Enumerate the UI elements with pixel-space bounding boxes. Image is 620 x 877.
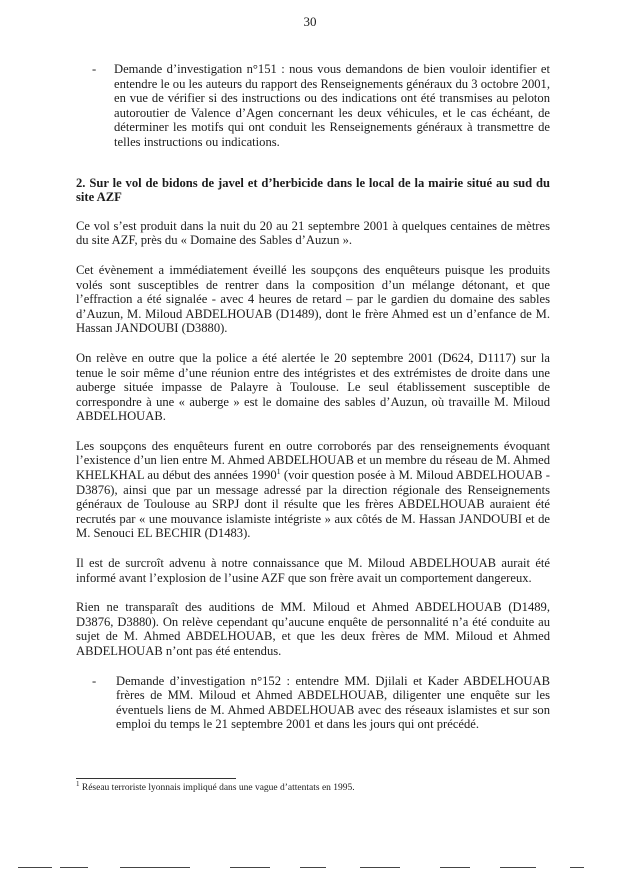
footnote-text: Réseau terroriste lyonnais impliqué dans une vague d’attentats en 1995.	[79, 783, 355, 793]
paragraph-4-part-1: Les soupçons des enquêteurs furent en outre corroborés par des renseignements évoquant l’existence d’un lien entre M. Ahmed ABDELHOUAB et un membre du réseau de M. Ahmed KHELKHAL au début des années 1990	[76, 438, 550, 483]
bullet-dash: -	[92, 673, 97, 688]
investigation-request-152	[76, 674, 550, 732]
paragraph-5: Il est de surcroît advenu à notre connaissance que M. Miloud ABDELHOUAB aurait été informé avant l’explosion de l’usine AZF que son frère avait un comportement dangereux.	[76, 556, 550, 585]
investigation-request-152-text: Demande d’investigation n°152 : entendre MM. Djilali et Kader ABDELHOUAB frères de MM. Miloud et Ahmed ABDELHOUAB, diligenter une enquête sur les éventuels liens de M. Ahmed ABDELHOUAB avec des réseaux islamistes et sur son emploi du temps le 21 septembre 2001 et dans les jours qui ont précédé.	[116, 673, 550, 732]
investigation-request-151-text: Demande d’investigation n°151 : nous vous demandons de bien vouloir identifier et entendre le ou les auteurs du rapport des Renseignements généraux du 3 octobre 2001, en vue de vérifier si des instructions ou des indications ont été transmises au peloton autoroutier de Valence d’Agen concernant les deux véhicules, et le cas échéant, de déterminer les motifs qui ont conduit les Renseignements généraux à transmettre de telles instructions ou indications.	[114, 62, 550, 149]
paragraph-2: Cet évènement a immédiatement éveillé les soupçons des enquêteurs puisque les produits volés sont susceptibles de rentrer dans la composition d’un mélange détonant, et que l’effraction a été signalée - avec 4 heures de retard – par le gardien du domaine des sables d’Auzun, M. Miloud ABDELHOUAB (D1489), dont le frère Ahmed est un d’enfance de M. Hassan JANDOUBI (D3880).	[76, 262, 550, 336]
scan-artifact-line	[0, 864, 620, 872]
footnote-reference: 1	[276, 466, 281, 476]
paragraph-4	[76, 439, 550, 541]
footnote-marker: 1	[76, 779, 80, 788]
footnote-separator	[76, 778, 236, 779]
paragraph-3: On relève en outre que la police a été alertée le 20 septembre 2001 (D624, D1117) sur la tenue le soir même d’une réunion entre des intégristes et des extrémistes de droite dans une auberge située impasse de Palayre à Toulouse. Le seul établissement susceptible de correspondre à une « auberge » est le domaine des sables d’Auzun, où travaille M. Miloud ABDELHOUAB.	[76, 350, 550, 424]
footnote	[76, 779, 550, 794]
paragraph-1: Ce vol s’est produit dans la nuit du 20 au 21 septembre 2001 à quelques centaines de mètres du site AZF, près du « Domaine des Sables d’Auzun ».	[76, 218, 550, 248]
paragraph-4-part-2: (voir question posée à M. Miloud ABDELHOUAB - D3876), ainsi que par un message adressé par la direction régionale des Renseignements généraux de Toulouse au SRPJ dont il résulte que les frères ABDELHOUAB auraient été recrutés par « une mouvance islamiste intégriste » aux côtés de M. Hassan JANDOUBI et de M. Senouci EL BECHIR (D1483).	[76, 468, 551, 541]
investigation-request-151	[76, 62, 550, 150]
page-number: 30	[303, 14, 317, 29]
document-body	[76, 62, 550, 732]
bullet-dash: -	[92, 62, 97, 76]
paragraph-6: Rien ne transparaît des auditions de MM. Miloud et Ahmed ABDELHOUAB (D1489, D3876, D3880). On relève cependant qu’aucune enquête de personnalité n’a été conduite au sujet de M. Ahmed ABDELHOUAB, et que les deux frères de MM. Miloud et Ahmed ABDELHOUAB n’ont pas été entendus.	[76, 600, 550, 658]
section-heading: 2. Sur le vol de bidons de javel et d’herbicide dans le local de la mairie situé au sud du site AZF	[76, 175, 550, 205]
